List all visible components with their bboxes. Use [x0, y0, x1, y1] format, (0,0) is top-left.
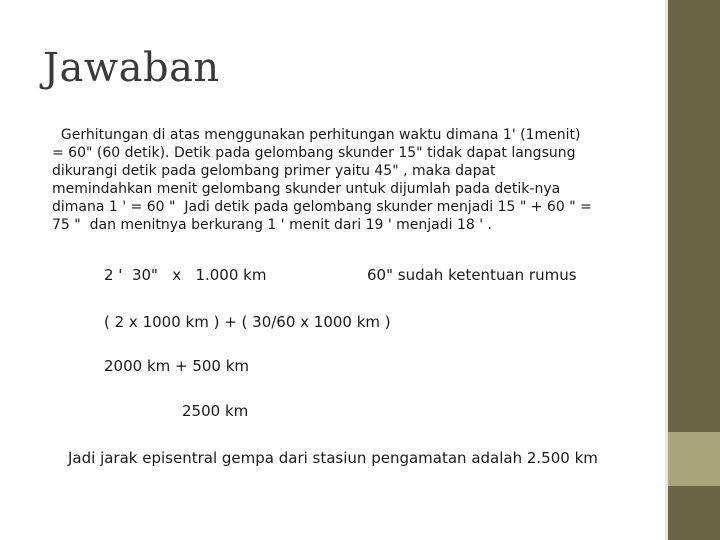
calc-note: 60" sudah ketentuan rumus — [367, 266, 577, 284]
calc-step-3: 2000 km + 500 km — [104, 357, 250, 375]
calc-step-2: ( 2 x 1000 km ) + ( 30/60 x 1000 km ) — [104, 313, 391, 331]
explanation-line: memindahkan menit gelombang skunder untuk dijumlah pada detik-nya — [52, 181, 561, 197]
explanation-line: Gerhitungan di atas menggunakan perhitungan waktu dimana 1' (1menit) — [52, 127, 581, 143]
explanation-line: 75 " dan menitnya berkurang 1 ' menit dari 19 ' menjadi 18 ' . — [52, 217, 493, 233]
sidebar-accent-block — [668, 432, 720, 486]
calc-step-1: 2 ' 30" x 1.000 km — [104, 266, 267, 284]
explanation-paragraph — [52, 126, 652, 234]
calc-result: 2500 km — [182, 402, 249, 420]
slide-title: Jawaban — [43, 45, 220, 91]
explanation-line: dimana 1 ' = 60 " Jadi detik pada gelombang skunder menjadi 15 " + 60 " = — [52, 199, 592, 215]
conclusion-text: Jadi jarak episentral gempa dari stasiun pengamatan adalah 2.500 km — [68, 449, 598, 467]
explanation-line: dikurangi detik pada gelombang primer yaitu 45" , maka dapat — [52, 163, 496, 179]
explanation-line: = 60" (60 detik). Detik pada gelombang skunder 15" tidak dapat langsung — [52, 145, 576, 161]
